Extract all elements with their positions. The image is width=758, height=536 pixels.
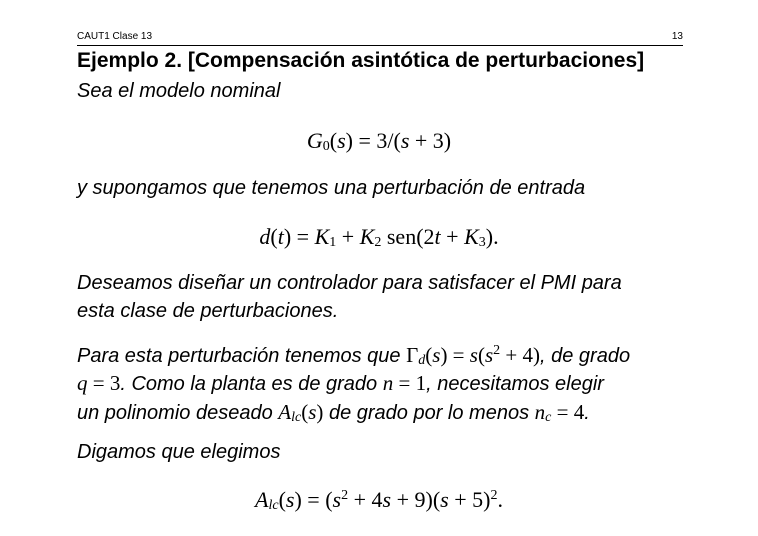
disturbance-equation: $d(t) = K_1 + K_2$ $sen(2t + K_3)$. [259, 224, 499, 250]
disturbance-intro-text: y supongamos que tenemos una perturbación de entrada [77, 177, 586, 199]
q-expression: q = 3 [77, 371, 121, 395]
paragraph-line-2 [77, 371, 604, 396]
p3-text-a: un polinomio deseado [77, 402, 273, 424]
paragraph-line-1 [77, 343, 630, 368]
nominal-model-equation: $G_0(s) = 3/(s + 3)$ [306, 128, 452, 154]
course-header: CAUT1 Clase 13 [77, 31, 153, 42]
alc-expression: $A_{lc}(s)$ [278, 400, 324, 425]
p2-text-b: , necesitamos elegir [426, 373, 604, 395]
choose-text: Digamos que elegimos [77, 441, 281, 463]
intro-text: Sea el modelo nominal [77, 80, 281, 102]
slide-title: Ejemplo 2. [Compensación asintótica de perturbaciones] [77, 49, 645, 72]
p3-text-b: de grado por lo menos [328, 402, 530, 424]
goal-line-1: Deseamos diseñar un controlador para satisfacer el PMI para [77, 272, 622, 294]
goal-line-2: esta clase de perturbaciones. [77, 300, 339, 322]
p1-text-a: Para esta perturbación tenemos que [77, 345, 401, 367]
p1-text-b: , de grado [540, 345, 631, 367]
paragraph-line-3 [77, 400, 590, 425]
p2-text-a: . Como la planta es de grado [120, 373, 378, 395]
nc-expression: $n_c = 4$ [534, 400, 585, 425]
p3-text-c: . [584, 402, 590, 424]
desired-polynomial-equation: $A_{lc}(s) = (s^2 + 4s + 9)(s + 5)^2$. [255, 487, 503, 513]
n-expression: n = 1 [382, 371, 427, 395]
page-number: 13 [671, 31, 683, 42]
gamma-expression: $\Gamma_d(s) = s(s^2 + 4)$ [406, 343, 540, 368]
header-rule [77, 45, 683, 46]
